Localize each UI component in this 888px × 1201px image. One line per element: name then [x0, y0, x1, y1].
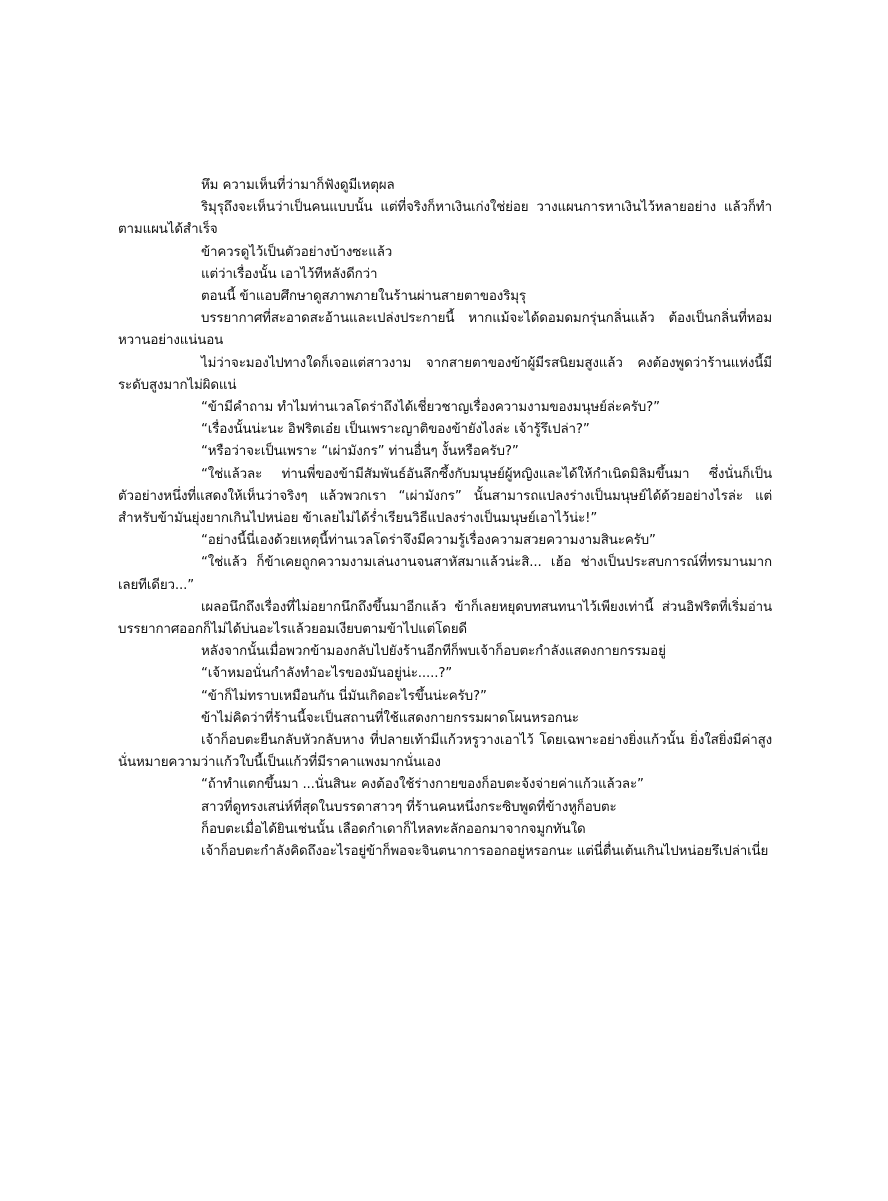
paragraph: ไม่ว่าจะมองไปทางใดก็เจอแต่สาวงาม จากสายตาของข้าผู้มีรสนิยมสูงแล้ว คงต้องพูดว่าร้านแห่งนี้มีระดับสูงมากไม่ผิดแน่ — [118, 355, 772, 393]
paragraph: “ถ้าทำแตกขึ้นมา ...นั่นสินะ คงต้องใช้ร่างกายของก็อบตะจ้งจ่ายค่าแก้วแล้วละ” — [201, 777, 644, 793]
paragraph: “ใช่แล้วละ ท่านพี่ของข้ามีสัมพันธ์อันลึกซึ้งกับมนุษย์ผู้หญิงและได้ให้กำเนิดมิลิมขึ้นมา ซึ่งนั่นก็เป็นตัวอย่างหนึ่งที่แสดงให้เห็นว่าจริงๆ แล้วพวกเรา “เผ่ามังกร” นั้นสามารถแปลงร่างเป็นมนุษย์ได้ด้วยอย่างไรล่ะ แต่สำหรับข้ามันยุ่งยากเกินไปหน่อย ข้าเลยไม่ได้ร่ำเรียนวิธีแปลงร่างเป็นมนุษย์เอาไว้น่ะ!” — [118, 466, 772, 527]
paragraph: เจ้าก็อบตะกำลังคิดถึงอะไรอยู่ข้าก็พอจะจินตนาการออกอยู่หรอกนะ แต่นี่ตื่นเต้นเกินไปหน่อยรึเปล่าเนี่ย — [201, 844, 769, 860]
paragraph: “ข้ามีคำถาม ทำไมท่านเวลโดร่าถึงได้เชี่ยวชาญเรื่องความงามของมนุษย์ล่ะครับ?” — [201, 400, 660, 416]
paragraph: ข้าควรดูไว้เป็นตัวอย่างบ้างซะแล้ว — [201, 244, 393, 260]
paragraph: ริมุรุถึงจะเห็นว่าเป็นคนแบบนั้น แต่ที่จริงก็หาเงินเก่งใช่ย่อย วางแผนการหาเงินไว้หลายอย่าง แล้วก็ทำตามแผนได้สำเร็จ — [118, 200, 772, 238]
paragraph: “เรื่องนั้นน่ะนะ อิฟริตเอ๋ย เป็นเพราะญาติของข้ายังไงล่ะ เจ้ารู้รึเปล่า?” — [201, 422, 590, 438]
document-body — [118, 175, 772, 863]
paragraph: แต่ว่าเรื่องนั้น เอาไว้ทีหลังดีกว่า — [201, 266, 378, 282]
paragraph: เผลอนึกถึงเรื่องที่ไม่อยากนึกถึงขึ้นมาอีกแล้ว ข้าก็เลยหยุดบทสนทนาไว้เพียงเท่านี้ ส่วนอิฟริตที่เริ่มอ่านบรรยากาศออกก็ไม่ได้บ่นอะไรแล้วยอมเงียบตามข้าไปแต่โดยดี — [118, 599, 772, 638]
paragraph: “อย่างนี้นี่เองด้วยเหตุนี้ท่านเวลโดร่าจึงมีความรู้เรื่องความสวยความงามสินะครับ” — [201, 533, 656, 549]
paragraph: ตอนนี้ ข้าแอบศึกษาดูสภาพภายในร้านผ่านสายตาของริมุรุ — [201, 289, 526, 305]
paragraph: “ใช่แล้ว ก็ข้าเคยถูกความงามเล่นงานจนสาหัสมาแล้วน่ะสิ... เฮ้อ ช่างเป็นประสบการณ์ที่ทรมานมากเลยทีเดียว...” — [118, 555, 772, 593]
paragraph: “ข้าก็ไม่ทราบเหมือนกัน นี่มันเกิดอะไรขึ้นน่ะครับ?” — [201, 688, 487, 704]
paragraph: บรรยากาศที่สะอาดสะอ้านและเปล่งประกายนี้ หากแม้จะได้ดอมดมกรุ่นกลิ่นแล้ว ต้องเป็นกลิ่นที่หอมหวานอย่างแน่นอน — [118, 311, 772, 349]
paragraph: สาวที่ดูทรงเสน่ห์ที่สุดในบรรดาสาวๆ ที่ร้านคนหนึ่งกระซิบพูดที่ข้างหูก็อบตะ — [201, 799, 617, 815]
paragraph: ก็อบตะเมื่อได้ยินเช่นนั้น เลือดกำเดาก็ไหลทะลักออกมาจากจมูกทันใด — [201, 821, 586, 837]
paragraph: “หรือว่าจะเป็นเพราะ “เผ่ามังกร” ท่านอื่นๆ งั้นหรือครับ?” — [201, 444, 519, 460]
paragraph: ข้าไม่คิดว่าที่ร้านนี้จะเป็นสถานที่ใช้แสดงกายกรรมผาดโผนหรอกนะ — [201, 710, 579, 726]
paragraph: เจ้าก็อบตะยืนกลับหัวกลับหาง ที่ปลายเท้ามีแก้วหรูวางเอาไว้ โดยเฉพาะอย่างยิ่งแก้วนั้น ยิ่งใสยิ่งมีค่าสูง นั่นหมายความว่าแก้วใบนี้เป็นแก้วที่มีราคาแพงมากนั่นเอง — [118, 733, 772, 771]
paragraph: หลังจากนั้นเมื่อพวกข้ามองกลับไปยังร้านอีกทีก็พบเจ้าก็อบตะกำลังแสดงกายกรรมอยู่ — [201, 644, 666, 660]
paragraph: หึม ความเห็นที่ว่ามาก็ฟังดูมีเหตุผล — [201, 178, 395, 193]
paragraph: “เจ้าหมอนั่นกำลังทำอะไรของมันอยู่น่ะ.....?” — [201, 666, 453, 682]
